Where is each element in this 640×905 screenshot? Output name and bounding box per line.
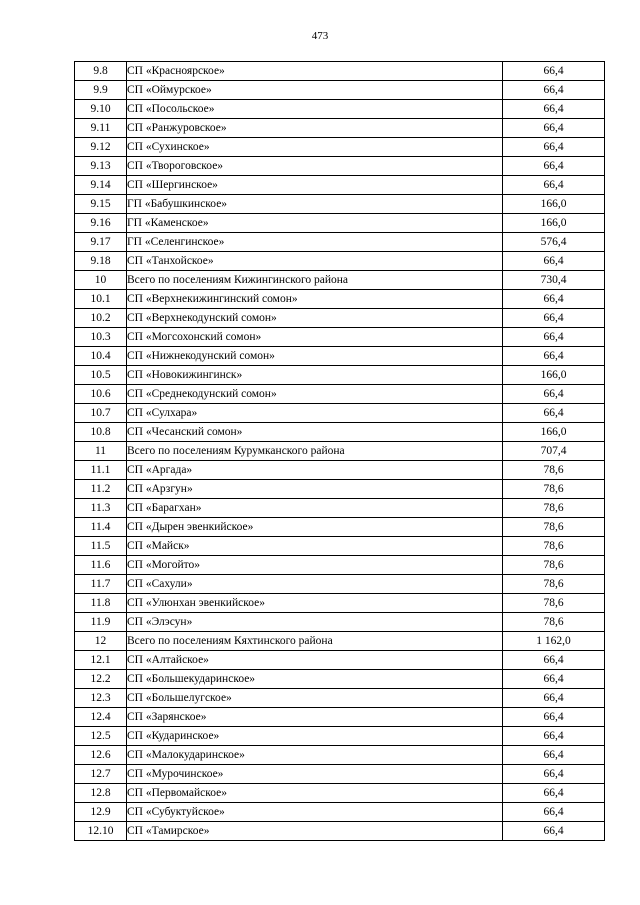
table-row xyxy=(75,442,605,461)
row-number: 10 xyxy=(75,271,127,290)
row-number: 12.3 xyxy=(75,689,127,708)
row-value: 66,4 xyxy=(503,62,605,81)
table-row xyxy=(75,252,605,271)
row-number: 10.4 xyxy=(75,347,127,366)
settlement-name: СП «Малокударинское» xyxy=(127,746,503,765)
row-value: 730,4 xyxy=(503,271,605,290)
settlement-name: СП «Верхнекодунский сомон» xyxy=(127,309,503,328)
row-value: 66,4 xyxy=(503,708,605,727)
row-value: 78,6 xyxy=(503,556,605,575)
table-body xyxy=(75,62,605,841)
table-row xyxy=(75,347,605,366)
table-row xyxy=(75,195,605,214)
settlement-name: СП «Шергинское» xyxy=(127,176,503,195)
row-value: 707,4 xyxy=(503,442,605,461)
settlement-name: СП «Кударинское» xyxy=(127,727,503,746)
settlement-name: СП «Сахули» xyxy=(127,575,503,594)
row-number: 9.13 xyxy=(75,157,127,176)
table-row xyxy=(75,423,605,442)
row-value: 66,4 xyxy=(503,252,605,271)
row-value: 66,4 xyxy=(503,347,605,366)
row-value: 166,0 xyxy=(503,214,605,233)
settlement-name: СП «Ранжуровское» xyxy=(127,119,503,138)
table-row xyxy=(75,803,605,822)
settlement-name: СП «Тамирское» xyxy=(127,822,503,841)
settlement-name: СП «Аргада» xyxy=(127,461,503,480)
row-value: 66,4 xyxy=(503,822,605,841)
settlement-name: Всего по поселениям Курумканского района xyxy=(127,442,503,461)
table-row xyxy=(75,480,605,499)
row-value: 78,6 xyxy=(503,613,605,632)
table-row xyxy=(75,176,605,195)
settlement-name: СП «Посольское» xyxy=(127,100,503,119)
table-row xyxy=(75,670,605,689)
table-row xyxy=(75,689,605,708)
table-row xyxy=(75,727,605,746)
row-number: 10.5 xyxy=(75,366,127,385)
table-row xyxy=(75,157,605,176)
row-value: 78,6 xyxy=(503,480,605,499)
row-number: 12.2 xyxy=(75,670,127,689)
row-number: 10.7 xyxy=(75,404,127,423)
row-number: 11.8 xyxy=(75,594,127,613)
table-row xyxy=(75,746,605,765)
row-value: 66,4 xyxy=(503,309,605,328)
table-row xyxy=(75,499,605,518)
row-number: 10.6 xyxy=(75,385,127,404)
settlement-name: СП «Красноярское» xyxy=(127,62,503,81)
row-number: 12.7 xyxy=(75,765,127,784)
row-number: 9.16 xyxy=(75,214,127,233)
table-row xyxy=(75,214,605,233)
row-number: 9.14 xyxy=(75,176,127,195)
settlement-name: Всего по поселениям Кяхтинского района xyxy=(127,632,503,651)
row-number: 11.5 xyxy=(75,537,127,556)
row-number: 11 xyxy=(75,442,127,461)
row-value: 166,0 xyxy=(503,366,605,385)
table-row xyxy=(75,233,605,252)
table-row xyxy=(75,784,605,803)
row-number: 9.15 xyxy=(75,195,127,214)
table-row xyxy=(75,62,605,81)
settlement-name: СП «Оймурское» xyxy=(127,81,503,100)
row-value: 66,4 xyxy=(503,727,605,746)
row-value: 78,6 xyxy=(503,499,605,518)
row-value: 576,4 xyxy=(503,233,605,252)
row-value: 166,0 xyxy=(503,195,605,214)
settlement-name: ГП «Каменское» xyxy=(127,214,503,233)
table-row xyxy=(75,271,605,290)
settlement-name: СП «Арзгун» xyxy=(127,480,503,499)
row-number: 12.4 xyxy=(75,708,127,727)
row-number: 11.7 xyxy=(75,575,127,594)
table-row xyxy=(75,404,605,423)
row-value: 66,4 xyxy=(503,651,605,670)
row-value: 66,4 xyxy=(503,81,605,100)
settlement-name: СП «Алтайское» xyxy=(127,651,503,670)
row-number: 11.4 xyxy=(75,518,127,537)
table-row xyxy=(75,328,605,347)
table-row xyxy=(75,81,605,100)
table-row xyxy=(75,366,605,385)
row-value: 78,6 xyxy=(503,537,605,556)
row-number: 10.2 xyxy=(75,309,127,328)
row-number: 9.17 xyxy=(75,233,127,252)
table-row xyxy=(75,575,605,594)
table-row xyxy=(75,309,605,328)
settlement-name: СП «Зарянское» xyxy=(127,708,503,727)
table-row xyxy=(75,708,605,727)
settlement-name: СП «Большекударинское» xyxy=(127,670,503,689)
row-value: 66,4 xyxy=(503,803,605,822)
row-value: 66,4 xyxy=(503,100,605,119)
settlement-name: СП «Сулхара» xyxy=(127,404,503,423)
table-row xyxy=(75,461,605,480)
row-value: 66,4 xyxy=(503,119,605,138)
row-number: 12 xyxy=(75,632,127,651)
settlement-name: Всего по поселениям Кижингинского района xyxy=(127,271,503,290)
table-row xyxy=(75,651,605,670)
table-row xyxy=(75,594,605,613)
row-value: 78,6 xyxy=(503,594,605,613)
settlement-name: СП «Первомайское» xyxy=(127,784,503,803)
row-value: 66,4 xyxy=(503,157,605,176)
row-number: 9.9 xyxy=(75,81,127,100)
settlement-name: СП «Верхнекижингинский сомон» xyxy=(127,290,503,309)
row-number: 9.12 xyxy=(75,138,127,157)
settlement-name: СП «Могойто» xyxy=(127,556,503,575)
row-number: 9.10 xyxy=(75,100,127,119)
settlement-name: СП «Элэсун» xyxy=(127,613,503,632)
settlement-name: СП «Дырен эвенкийское» xyxy=(127,518,503,537)
row-number: 11.1 xyxy=(75,461,127,480)
settlement-name: СП «Нижнекодунский сомон» xyxy=(127,347,503,366)
row-number: 12.9 xyxy=(75,803,127,822)
settlement-name: СП «Среднекодунский сомон» xyxy=(127,385,503,404)
settlement-name: СП «Сухинское» xyxy=(127,138,503,157)
settlement-name: СП «Чесанский сомон» xyxy=(127,423,503,442)
row-value: 66,4 xyxy=(503,404,605,423)
settlement-name: СП «Майск» xyxy=(127,537,503,556)
page-number: 473 xyxy=(311,30,329,42)
row-number: 9.8 xyxy=(75,62,127,81)
row-value: 78,6 xyxy=(503,518,605,537)
table-row xyxy=(75,556,605,575)
row-number: 11.6 xyxy=(75,556,127,575)
row-value: 166,0 xyxy=(503,423,605,442)
settlement-name: СП «Улюнхан эвенкийское» xyxy=(127,594,503,613)
row-number: 12.8 xyxy=(75,784,127,803)
row-number: 10.3 xyxy=(75,328,127,347)
settlement-name: СП «Могсохонский сомон» xyxy=(127,328,503,347)
row-number: 12.10 xyxy=(75,822,127,841)
table-row xyxy=(75,119,605,138)
table-row xyxy=(75,632,605,651)
row-value: 66,4 xyxy=(503,138,605,157)
row-value: 66,4 xyxy=(503,290,605,309)
table-row xyxy=(75,290,605,309)
settlement-name: СП «Танхойское» xyxy=(127,252,503,271)
table-row xyxy=(75,518,605,537)
table-row xyxy=(75,765,605,784)
row-number: 11.3 xyxy=(75,499,127,518)
row-number: 12.6 xyxy=(75,746,127,765)
row-value: 78,6 xyxy=(503,575,605,594)
row-value: 66,4 xyxy=(503,385,605,404)
table-row xyxy=(75,385,605,404)
row-number: 10.8 xyxy=(75,423,127,442)
table-row xyxy=(75,822,605,841)
row-value: 66,4 xyxy=(503,328,605,347)
table-row xyxy=(75,537,605,556)
row-value: 66,4 xyxy=(503,670,605,689)
row-number: 11.9 xyxy=(75,613,127,632)
settlement-name: СП «Субуктуйское» xyxy=(127,803,503,822)
row-value: 66,4 xyxy=(503,765,605,784)
row-number: 11.2 xyxy=(75,480,127,499)
row-number: 9.18 xyxy=(75,252,127,271)
settlement-name: ГП «Бабушкинское» xyxy=(127,195,503,214)
table-row xyxy=(75,138,605,157)
settlement-name: ГП «Селенгинское» xyxy=(127,233,503,252)
row-value: 66,4 xyxy=(503,689,605,708)
row-value: 1 162,0 xyxy=(503,632,605,651)
settlement-name: СП «Барагхан» xyxy=(127,499,503,518)
row-value: 66,4 xyxy=(503,746,605,765)
settlement-name: СП «Твороговское» xyxy=(127,157,503,176)
table-row xyxy=(75,613,605,632)
table-row xyxy=(75,100,605,119)
settlement-name: СП «Новокижингинск» xyxy=(127,366,503,385)
row-number: 12.5 xyxy=(75,727,127,746)
row-number: 12.1 xyxy=(75,651,127,670)
settlement-name: СП «Мурочинское» xyxy=(127,765,503,784)
data-table xyxy=(74,61,605,841)
settlement-name: СП «Большелугское» xyxy=(127,689,503,708)
row-number: 10.1 xyxy=(75,290,127,309)
row-value: 66,4 xyxy=(503,784,605,803)
row-number: 9.11 xyxy=(75,119,127,138)
row-value: 78,6 xyxy=(503,461,605,480)
row-value: 66,4 xyxy=(503,176,605,195)
